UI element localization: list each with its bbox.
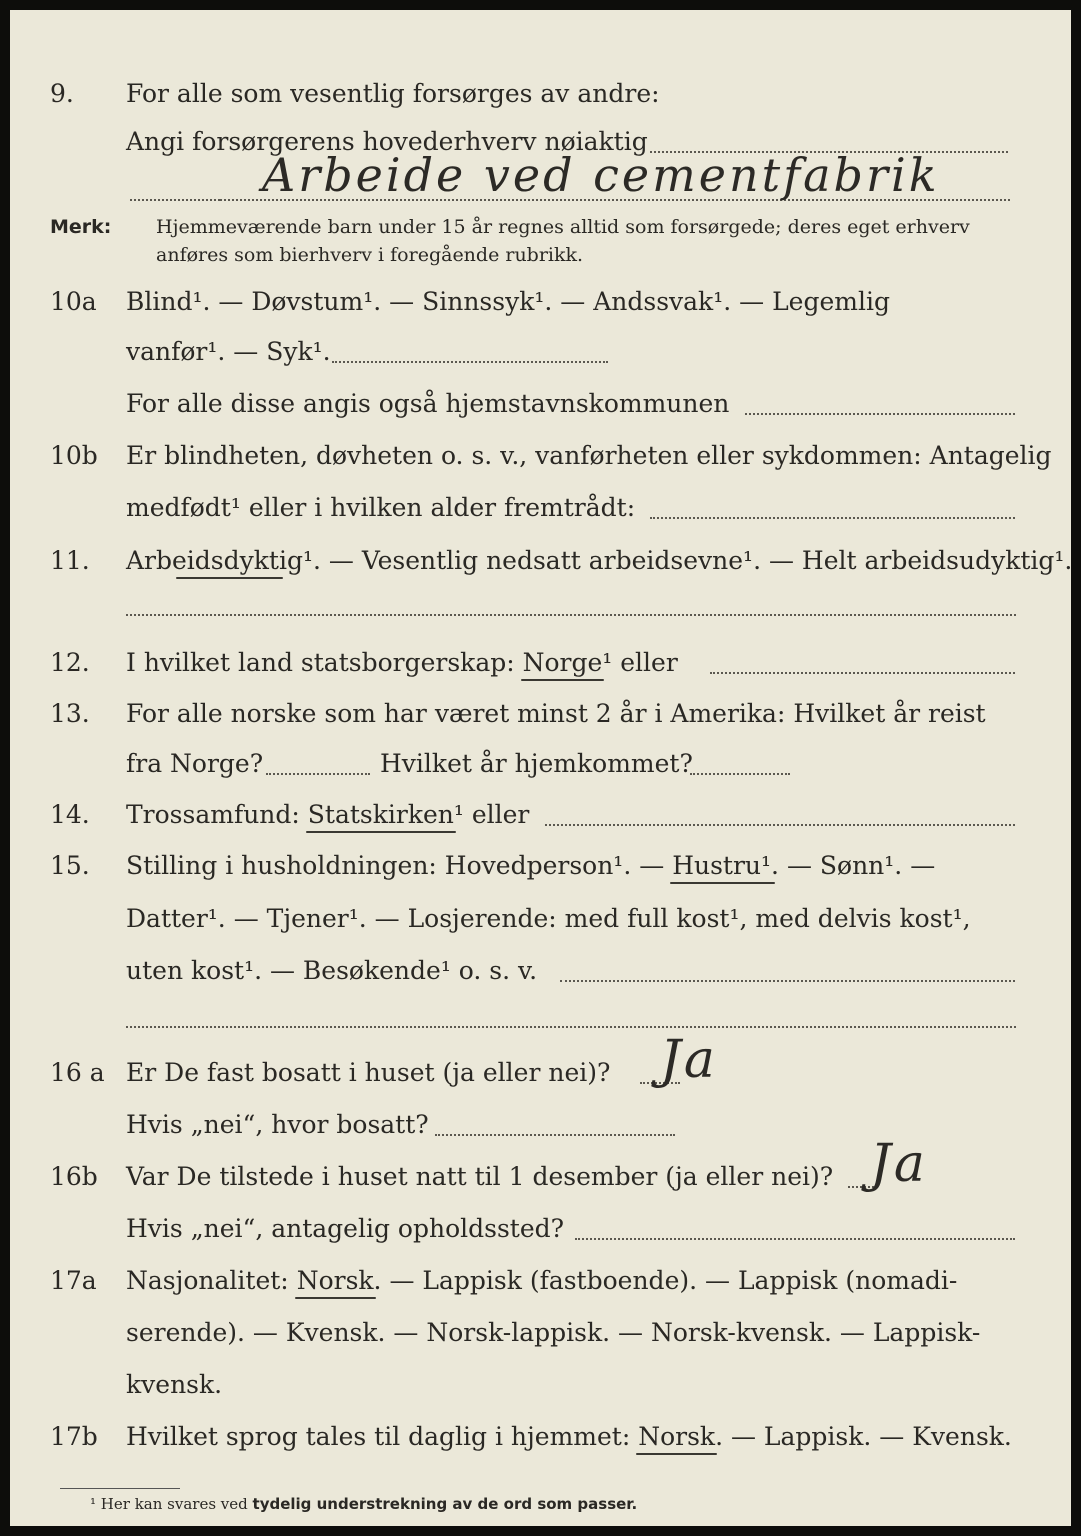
q17b-number: 17b: [50, 1422, 98, 1451]
q14-fill-line[interactable]: [545, 823, 1015, 826]
q10b-fill-line[interactable]: [650, 516, 1015, 519]
q15-fill-line[interactable]: [560, 979, 1015, 982]
footnote-bold-text: tydelig understrekning av de ord som passer.: [252, 1495, 638, 1513]
q9-handwritten-answer: Arbeide ved cementfabrik: [262, 148, 940, 202]
q15-extra-line[interactable]: [126, 1025, 1016, 1028]
q16a-handwritten-answer: Ja: [660, 1030, 718, 1090]
q14-underlined-answer: Statskirken: [308, 800, 454, 829]
q9-line2: Angi forsørgerens hovederhverv nøiaktig: [126, 127, 648, 156]
q11-underlined-answer: Arbeidsdyktig: [126, 546, 303, 575]
q15-line3: uten kost¹. — Besøkende¹ o. s. v.: [126, 956, 538, 985]
q17a-line2: serende). — Kvensk. — Norsk-lappisk. — Norsk-kvensk. — Lappisk-: [126, 1318, 981, 1347]
q17b-text: Hvilket sprog tales til daglig i hjemmet: Norsk . — Lappisk. — Kvensk.: [126, 1421, 1012, 1453]
q13-line2b: Hvilket år hjemkommet?: [380, 749, 693, 778]
q16a-bosatt-fill[interactable]: [435, 1133, 675, 1136]
q13-number: 13.: [50, 699, 90, 728]
q10a-line1: Blind¹. — Døvstum¹. — Sinnssyk¹. — Andssvak¹. — Legemlig: [126, 287, 890, 316]
q11-text: [126, 545, 1072, 577]
q17a-line3: kvensk.: [126, 1370, 223, 1399]
q17a-number: 17a: [50, 1266, 97, 1295]
q16b-opholdssted-fill[interactable]: [575, 1237, 1015, 1240]
q10b-line2: medfødt¹ eller i hvilken alder fremtrådt:: [126, 493, 636, 522]
q15-text: Stilling i husholdningen: Hovedperson¹. — Hustru ¹. — Sønn¹. —: [126, 850, 935, 882]
q13-hjemkommet-fill[interactable]: [690, 772, 790, 775]
q16b-line2: Hvis „nei“, antagelig opholdssted?: [126, 1214, 565, 1243]
q11-extra-line[interactable]: [126, 613, 1016, 616]
footnote-rule: [60, 1488, 180, 1489]
merk-label: Merk:: [50, 216, 112, 238]
footnote-text: Her kan svares ved: [100, 1495, 248, 1513]
q9-number: 9.: [50, 79, 74, 108]
q16b-handwritten-answer: Ja: [870, 1134, 928, 1194]
q15-underlined-answer: Hustru: [672, 851, 761, 880]
census-form-page: [10, 10, 1071, 1526]
footnote-mark: ¹: [90, 1495, 97, 1513]
q16a-number: 16 a: [50, 1058, 105, 1087]
q12-text: I hvilket land statsborgerskap: Norge ¹ eller: [126, 647, 678, 679]
q17a-underlined-answer: Norsk: [297, 1266, 374, 1295]
q10a-line2: vanfør¹. — Syk¹.: [126, 337, 331, 366]
q10b-line1: Er blindheten, døvheten o. s. v., vanførheten eller sykdommen: Antagelig: [126, 441, 1052, 470]
q12-fill-line[interactable]: [710, 671, 1015, 674]
q9-answer-leader: [130, 198, 220, 201]
q16a-line2: Hvis „nei“, hvor bosatt?: [126, 1110, 429, 1139]
q12-number: 12.: [50, 648, 90, 677]
q15-line2: Datter¹. — Tjener¹. — Losjerende: med full kost¹, med delvis kost¹,: [126, 904, 971, 933]
q17a-text: Nasjonalitet: Norsk . — Lappisk (fastboende). — Lappisk (nomadi-: [126, 1265, 957, 1297]
q14-text: Trossamfund: Statskirken ¹ eller: [126, 799, 529, 831]
q10a-number: 10a: [50, 287, 97, 316]
q11-number: 11.: [50, 546, 90, 575]
footnote: [90, 1495, 637, 1513]
q16b-number: 16b: [50, 1162, 98, 1191]
q10a-fill-line[interactable]: [332, 360, 608, 363]
merk-line2: anføres som bierhverv i foregående rubrikk.: [156, 244, 584, 266]
merk-line1: Hjemmeværende barn under 15 år regnes alltid som forsørgede; deres eget erhverv: [156, 216, 970, 238]
q12-underlined-answer: Norge: [523, 648, 603, 677]
q13-reist-fill[interactable]: [266, 772, 370, 775]
q17b-underlined-answer: Norsk: [638, 1422, 715, 1451]
q9-line1: For alle som vesentlig forsørges av andre:: [126, 79, 660, 108]
q13-line2a: fra Norge?: [126, 749, 264, 778]
q10b-number: 10b: [50, 441, 98, 470]
q10a-line3: For alle disse angis også hjemstavnskommunen: [126, 389, 730, 418]
q10a-hjemstavn-fill[interactable]: [745, 412, 1015, 415]
q13-line1: For alle norske som har været minst 2 år i Amerika: Hvilket år reist: [126, 699, 986, 728]
q14-number: 14.: [50, 800, 90, 829]
q16b-line1: Var De tilstede i huset natt til 1 desember (ja eller nei)?: [126, 1162, 834, 1191]
q11-options: ¹. — Vesentlig nedsatt arbeidsevne¹. — Helt arbeidsudyktig¹.: [302, 546, 1073, 575]
q15-number: 15.: [50, 851, 90, 880]
q16a-line1: Er De fast bosatt i huset (ja eller nei)?: [126, 1058, 611, 1087]
